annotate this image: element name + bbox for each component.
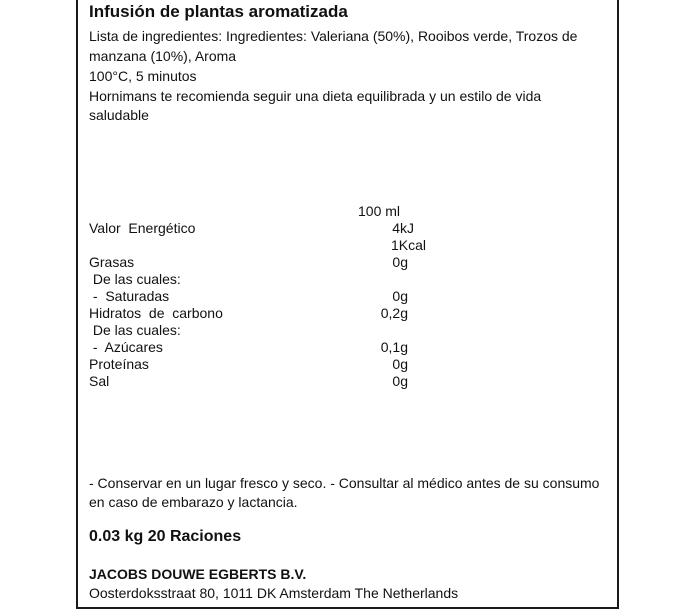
nutrient-label: - Saturadas [89, 288, 170, 304]
ingredients-line-2: manzana (10%), Aroma [89, 48, 237, 64]
nutrient-label: - Azúcares [89, 339, 163, 355]
storage-line-2: en caso de embarazo y lactancia. [89, 494, 298, 510]
nutrient-label: Grasas [89, 254, 135, 270]
nutrient-value: 0,1g [380, 339, 408, 355]
nutrient-value: 0g [392, 288, 408, 304]
preparation-text: 100°C, 5 minutos [89, 68, 197, 84]
nutrient-label: De las cuales: [89, 322, 181, 338]
nutrient-value: 1Kcal [390, 237, 426, 253]
nutrient-label: Proteínas [89, 356, 149, 372]
recommendation-line-1: Hornimans te recomienda seguir una dieta equilibrada y un estilo de vida [89, 88, 542, 104]
nutrition-column-header: 100 ml [358, 203, 401, 219]
company-address: Oosterdoksstraat 80, 1011 DK Amsterdam The Netherlands [89, 585, 459, 601]
nutrient-label: Valor Energético [89, 220, 196, 236]
storage-line-1: - Conservar en un lugar fresco y seco. - Consultar al médico antes de su consumo [89, 475, 600, 491]
ingredients-line-1: Lista de ingredientes: Ingredientes: Valeriana (50%), Rooibos verde, Trozos de [89, 28, 578, 44]
nutrient-value: 0,2g [380, 305, 408, 321]
nutrient-label: Hidratos de carbono [89, 305, 223, 321]
recommendation-line-2: saludable [89, 107, 149, 123]
quantity-text: 0.03 kg 20 Raciones [89, 528, 242, 545]
company-name: JACOBS DOUWE EGBERTS B.V. [89, 566, 307, 582]
nutrient-value: 4kJ [392, 220, 414, 236]
label-panel [76, 0, 619, 609]
nutrient-value: 0g [392, 254, 408, 270]
nutrient-label: Sal [89, 373, 110, 389]
nutrient-value: 0g [392, 356, 408, 372]
nutrient-value: 0g [392, 373, 408, 389]
nutrient-label: De las cuales: [89, 271, 181, 287]
product-title: Infusión de plantas aromatizada [89, 2, 348, 21]
